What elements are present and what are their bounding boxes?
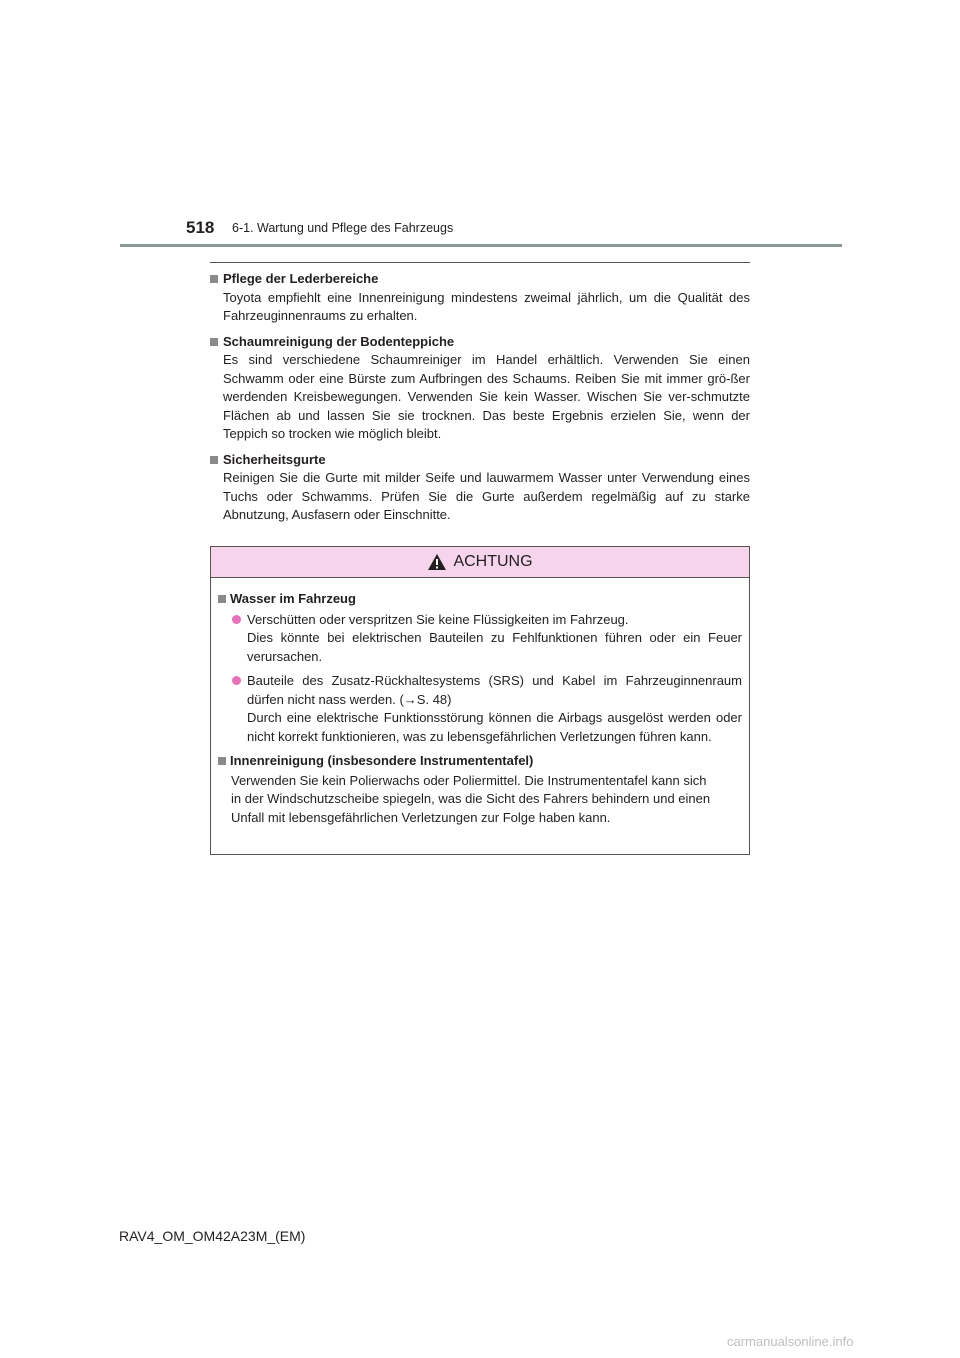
warning-title: ACHTUNG: [453, 553, 533, 570]
content-divider: [210, 262, 750, 263]
watermark: carmanualsonline.info: [727, 1334, 854, 1349]
section-heading: [210, 333, 750, 352]
section-title: 6-1. Wartung und Pflege des Fahrzeugs: [232, 221, 454, 235]
warning-bullet-item: [232, 611, 742, 667]
warning-bullet-item: [232, 672, 742, 746]
warning-paragraph: Verwenden Sie kein Polierwachs oder Poliermittel. Die Instrumententafel kann sich in der Windschutzscheibe spiegeln, was die Sicht des Fahrers behindern und einen Unfall mit lebensgefährlichen Verletzungen zur Folge haben kann.: [231, 772, 711, 825]
warning-header: [211, 547, 749, 578]
section-heading-text: Schaumreinigung der Bodenteppiche: [223, 333, 455, 349]
section-heading-text: Pflege der Lederbereiche: [223, 271, 379, 286]
warning-section-heading: [218, 752, 742, 771]
circle-bullet-icon: [232, 676, 241, 685]
main-content: [210, 270, 750, 532]
warning-bullet-text: Bauteile des Zusatz-Rückhaltesystems (SRS) und Kabel im Fahrzeuginnenraum dürfen nicht nass werden. (→S. 48) Durch eine elektrische Funktionsstörung können die Airbags ausgelöst werden oder nicht korrekt funktionieren, was zu lebensgefährlichen Verletzungen führen kann.: [247, 673, 742, 744]
warning-triangle-icon: [427, 553, 447, 571]
warning-bullet-text: Verschütten oder verspritzen Sie keine Flüssigkeiten im Fahrzeug. Dies könnte bei elektrischen Bauteilen zu Fehlfunktionen führen oder ein Feuer verursachen.: [247, 611, 742, 664]
section-heading: [210, 270, 750, 289]
section-heading: [210, 451, 750, 470]
warning-section-heading-text: Wasser im Fahrzeug: [230, 591, 356, 606]
section-heading-text: Sicherheitsgurte: [223, 451, 326, 467]
square-bullet-icon: [210, 275, 218, 283]
warning-body: [211, 578, 749, 827]
warning-section-heading-text: Innenreinigung (insbesondere Instrumententafel): [230, 753, 534, 768]
square-bullet-icon: [210, 456, 218, 464]
square-bullet-icon: [218, 757, 226, 765]
square-bullet-icon: [218, 595, 226, 603]
warning-section-heading: [218, 590, 742, 609]
section-paragraph: Reinigen Sie die Gurte mit milder Seife und lauwarmem Wasser unter Verwendung eines Tuchs oder Schwamms. Prüfen Sie die Gurte außerdem regelmäßig auf zu starke Abnutzung, Ausfasern oder Einschnitte.: [223, 470, 750, 522]
section-paragraph: Es sind verschiedene Schaumreiniger im Handel erhältlich. Verwenden Sie einen Schwamm oder eine Bürste zum Aufbringen des Schaums. Reiben Sie mit immer grö-ßer werdenden Kreisbewegungen. Verwenden Sie kein Wasser. Wischen Sie ver-schmutzte Flächen ab und lassen Sie sie trocknen. Das beste Ergebnis erzielen Sie, wenn der Teppich so trocken wie möglich bleibt.: [223, 352, 750, 441]
section-paragraph: Toyota empfiehlt eine Innenreinigung mindestens zweimal jährlich, um die Qualität des Fahrzeuginnenraums zu erhalten.: [223, 289, 750, 323]
page-number: 518: [186, 218, 215, 237]
document-code: RAV4_OM_OM42A23M_(EM): [119, 1228, 306, 1244]
header-rule: [120, 244, 842, 247]
square-bullet-icon: [210, 338, 218, 346]
warning-box: [210, 546, 750, 855]
circle-bullet-icon: [232, 615, 241, 624]
